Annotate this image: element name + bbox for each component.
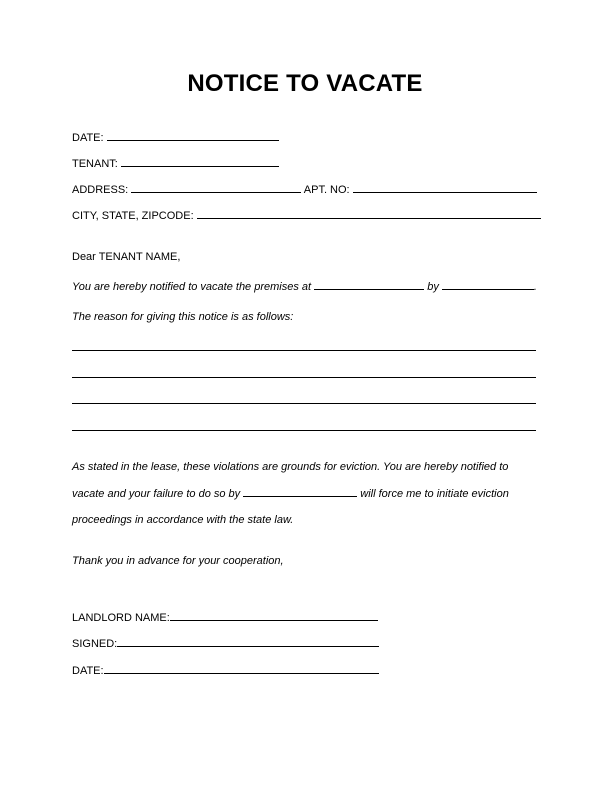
city-field-row [72,208,541,223]
reason-line-1[interactable] [72,350,536,351]
date-field-row [72,130,279,145]
landlord-label: LANDLORD NAME: [72,612,170,624]
violation-line-2-part2: will force me to initiate eviction [360,488,509,500]
page-title: NOTICE TO VACATE [187,70,423,97]
apt-label: APT. NO: [303,184,350,196]
city-blank[interactable] [197,208,541,219]
address-field-row [72,182,537,197]
city-label: CITY, STATE, ZIPCODE: [72,210,194,222]
salutation: Dear TENANT NAME, [72,251,181,263]
apt-blank[interactable] [353,182,537,193]
address-blank[interactable] [131,182,301,193]
date-blank[interactable] [107,130,279,141]
reason-line-4[interactable] [72,430,536,431]
violation-line-2 [72,486,509,501]
signed-field-row [72,636,379,651]
landlord-blank[interactable] [170,610,378,621]
notice-part2: by [427,281,439,293]
landlord-field-row [72,610,378,625]
sign-date-field-row [72,663,379,678]
premises-blank[interactable] [314,279,424,290]
notice-part3: . [533,281,537,293]
violation-line-3: proceedings in accordance with the state law. [72,514,294,526]
vacate-date-blank[interactable] [442,279,534,290]
sign-date-label: DATE: [72,665,104,677]
notice-part1: You are hereby notified to vacate the premises at [72,281,312,293]
notice-sentence [72,279,537,294]
closing: Thank you in advance for your cooperation, [72,555,284,567]
date-label: DATE: [72,132,104,144]
signed-blank[interactable] [117,636,379,647]
tenant-label: TENANT: [72,158,118,170]
tenant-field-row [72,156,279,171]
deadline-blank[interactable] [243,486,357,497]
address-label: ADDRESS: [72,184,129,196]
signed-label: SIGNED: [72,638,118,650]
violation-line-1: As stated in the lease, these violations are grounds for eviction. You are hereby notified to [72,461,509,473]
reason-line-3[interactable] [72,403,536,404]
sign-date-blank[interactable] [104,663,379,674]
tenant-blank[interactable] [121,156,279,167]
reason-intro: The reason for giving this notice is as follows: [72,311,294,323]
reason-line-2[interactable] [72,377,536,378]
violation-line-2-part1: vacate and your failure to do so by [72,488,241,500]
